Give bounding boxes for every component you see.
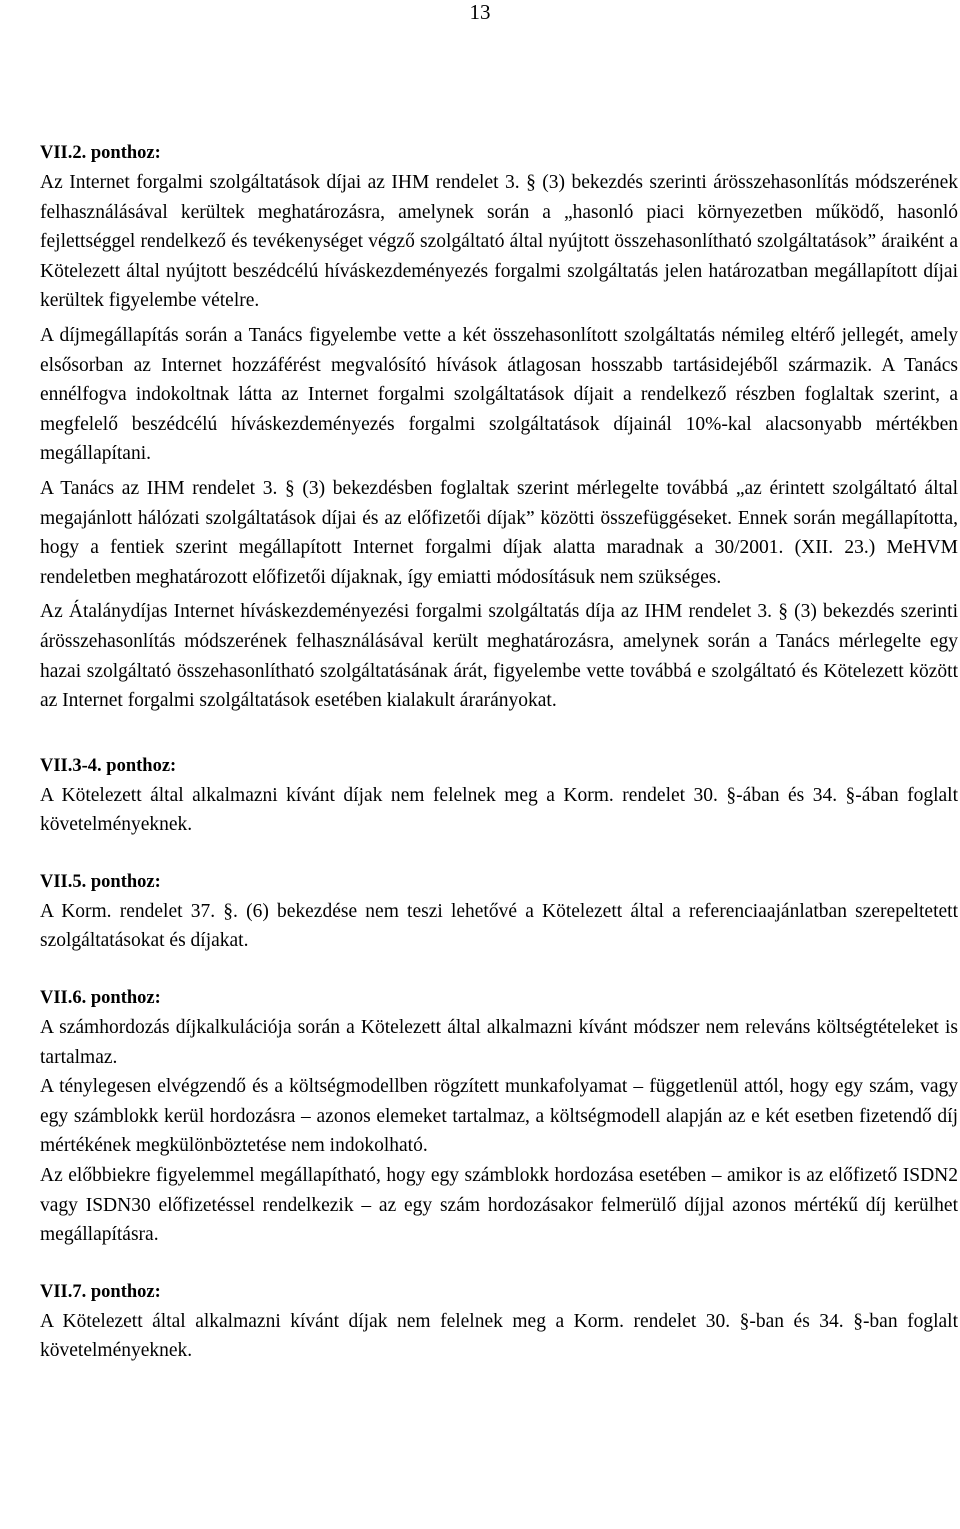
section-heading: VII.5. ponthoz: (40, 871, 161, 892)
document-body (40, 138, 958, 1366)
paragraph: A Tanács az IHM rendelet 3. § (3) bekezdésben foglaltak szerint mérlegelte továbbá „az érintett szolgáltató által megajánlott hálózati szolgáltatások díjai és az előfizetői díjak” közötti összefüggéseket. Ennek során megállapította, hogy a fentiek szerint megállapított Internet forgalmi díjak alatta maradnak a 30/2001. (XII. 23.) MeHVM rendeletben meghatározott előfizetői díjaknak, így emiatti módosításuk nem szükséges. (40, 477, 958, 588)
paragraph: A díjmegállapítás során a Tanács figyelembe vette a két összehasonlított szolgáltatás némileg eltérő jellegét, amely elsősorban az Internet hozzáférést megvalósító hívások átlagosan hosszabb tartásidejéből származik. A Tanács ennélfogva indokoltnak látta az Internet forgalmi szolgáltatások díjait a rendelkező részben foglaltak szerint, a megfelelő beszédcélú híváskezdeményezés forgalmi szolgáltatások díjainál 10%-kal alacsonyabb mértékben megállapítani. (40, 324, 958, 465)
paragraph: A Korm. rendelet 37. §. (6) bekezdése nem teszi lehetővé a Kötelezett által a referenciaajánlatban szerepeltetett szolgáltatásokat és díjakat. (40, 900, 958, 952)
section-vii-2 (40, 138, 958, 716)
section-vii-6 (40, 983, 958, 1250)
paragraph: Az Internet forgalmi szolgáltatások díjai az IHM rendelet 3. § (3) bekezdés szerinti árösszehasonlítás módszerének felhasználásával kerültek meghatározásra, amelynek során a „hasonló piaci környezetben működő, hasonló fejlettséggel rendelkező és tevékenységet végző szolgáltató által nyújtott összehasonlítható szolgáltatások” áraiként a Kötelezett által nyújtott beszédcélú híváskezdeményezés forgalmi szolgáltatás jelen határozatban megállapított díjai kerültek figyelembe vételre. (40, 172, 958, 312)
section-heading: VII.7. ponthoz: (40, 1281, 161, 1302)
section-vii-7 (40, 1277, 958, 1366)
paragraph: Az Átalánydíjas Internet híváskezdeményezési forgalmi szolgáltatás díja az IHM rendelet 3. § (3) bekezdés szerinti árösszehasonlítás módszerének felhasználásával került meghatározásra, amelynek során a Tanács mérlegelte egy hazai szolgáltató összehasonlítható szolgáltatásának árát, figyelembe vette továbbá e szolgáltató és Kötelezett között az Internet forgalmi szolgáltatások esetében kialakult árarányokat. (40, 601, 958, 712)
section-heading: VII.3-4. ponthoz: (40, 755, 177, 776)
section-vii-3-4 (40, 751, 958, 840)
paragraph: Az előbbiekre figyelemmel megállapítható, hogy egy számblokk hordozása esetében – amikor is az előfizető ISDN2 vagy ISDN30 előfizetéssel rendelkezik – az egy szám hordozásakor felmerülő díjjal azonos mértékű díj kerülhet megállapításra. (40, 1165, 958, 1246)
paragraph: A Kötelezett által alkalmazni kívánt díjak nem felelnek meg a Korm. rendelet 30. §-ban és 34. §-ban foglalt követelményeknek. (40, 1310, 958, 1362)
paragraph: A számhordozás díjkalkulációja során a Kötelezett által alkalmazni kívánt módszer nem releváns költségtételeket is tartalmaz. (40, 1017, 958, 1068)
paragraph: A Kötelezett által alkalmazni kívánt díjak nem felelnek meg a Korm. rendelet 30. §-ában és 34. §-ában foglalt követelményeknek. (40, 784, 958, 836)
section-heading: VII.6. ponthoz: (40, 988, 161, 1009)
section-vii-5 (40, 867, 958, 956)
page-number: 13 (469, 0, 491, 24)
paragraph: A ténylegesen elvégzendő és a költségmodellben rögzített munkafolyamat – függetlenül attól, hogy egy szám, vagy egy számblokk kerül hordozásra – azonos elemeket tartalmaz, a költségmodell alapján az e két esetben fizetendő díj mértékének megkülönböztetése nem indokolható. (40, 1076, 958, 1157)
section-heading: VII.2. ponthoz: (40, 143, 161, 163)
